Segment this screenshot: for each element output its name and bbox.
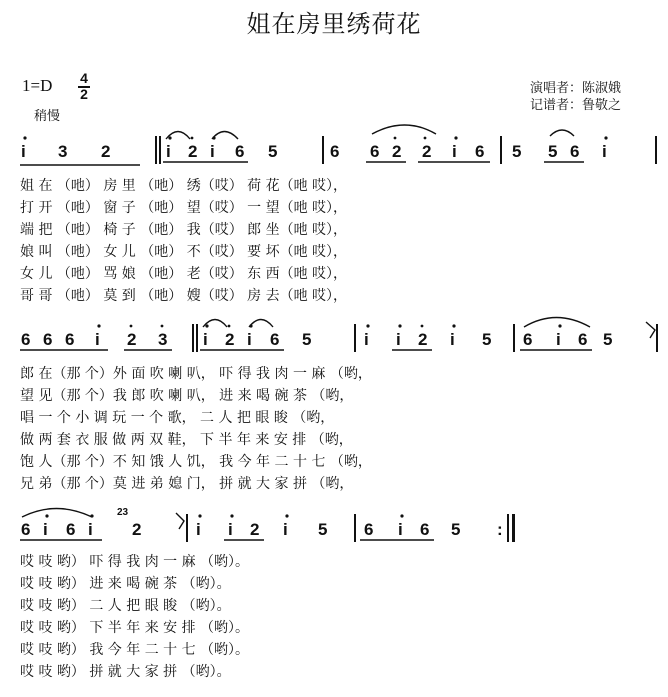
lyric-line: 端 把 （吔） 椅 子 （吔） 我（哎） 郎 坐（吔 哎），	[20, 222, 348, 238]
system-2-notation: 6 6 6 i 2 3 i 2 i 6 5 i i 2 i 5 6 i 6 5	[21, 330, 613, 349]
lyric-line: 姐 在 （吔） 房 里 （吔） 绣（哎） 荷 花（吔 哎），	[20, 178, 348, 194]
lyric-line: 兄 弟（那 个）莫 进 弟 媳 门， 拼 就 大 家 拼 （哟，	[20, 476, 354, 492]
barline	[656, 324, 658, 352]
barline	[159, 136, 161, 164]
lyric-line: 哎 吱 哟） 我 今 年 二 十 七 （哟）。	[20, 642, 250, 658]
lyric-line: 哎 吱 哟） 吓 得 我 肉 一 麻 （哟）。	[20, 554, 250, 570]
lyric-line: 哎 吱 哟） 拼 就 大 家 拼 （哟）。	[20, 664, 231, 680]
lyric-line: 女 儿 （吔） 骂 娘 （吔） 老（哎） 东 西（吔 哎），	[20, 266, 348, 282]
lyric-line: 唱 一 个 小 调 玩 一 个 歌， 二 人 把 眼 睃 （哟，	[20, 410, 335, 426]
barline	[500, 136, 502, 164]
lyric-line: 饱 人（那 个）不 知 饿 人 饥， 我 今 年 二 十 七 （哟，	[20, 454, 372, 470]
lyric-line: 哥 哥 （吔） 莫 到 （吔） 嫂（哎） 房 去（吔 哎），	[20, 288, 348, 304]
lyric-line: 打 开 （吔） 窗 子 （吔） 望（哎） 一 望（吔 哎），	[20, 200, 348, 216]
lyric-line: 哎 吱 哟） 下 半 年 来 安 排 （哟）。	[20, 620, 250, 636]
lyric-line: 娘 叫 （吔） 女 儿 （吔） 不（哎） 要 坏（吔 哎），	[20, 244, 348, 260]
final-barline-thick	[512, 514, 515, 542]
barline	[196, 324, 198, 352]
lyric-line: 做 两 套 衣 服 做 两 双 鞋， 下 半 年 来 安 排 （哟，	[20, 432, 353, 448]
barline	[513, 324, 515, 352]
barline	[155, 136, 157, 164]
barline	[655, 136, 657, 164]
tempo-marking: 稍慢	[34, 109, 61, 124]
barline	[322, 136, 324, 164]
system-1-notation: i 3 2 i 2 i 6 5 6 6 2 2 i 6 5 5 6 i	[21, 142, 607, 161]
barline	[186, 514, 188, 542]
time-signature-numerator: 4	[80, 70, 88, 86]
transcriber-credit: 记谱者：鲁敬之	[530, 98, 622, 113]
final-barline	[507, 514, 509, 542]
time-signature-denominator: 2	[80, 86, 88, 102]
barline	[192, 324, 194, 352]
key-signature: 1=D	[22, 76, 53, 95]
lyric-line: 哎 吱 哟） 二 人 把 眼 睃 （哟）。	[20, 598, 231, 614]
barline	[354, 514, 356, 542]
singer-credit: 演唱者：陈淑娥	[530, 81, 622, 96]
grace-notes: 23	[117, 507, 129, 518]
system-3-notation: 6 i 6 i 2 i i 2 i 5 6 i 6 5 :	[21, 520, 503, 539]
lyric-line: 哎 吱 哟） 进 来 喝 碗 茶 （哟）。	[20, 576, 231, 592]
song-title: 姐在房里绣荷花	[246, 10, 422, 38]
barline	[354, 324, 356, 352]
lyric-line: 郎 在（那 个）外 面 吹 喇 叭， 吓 得 我 肉 一 麻 （哟，	[20, 366, 372, 382]
lyric-line: 望 见（那 个）我 郎 吹 喇 叭， 进 来 喝 碗 茶 （哟，	[20, 388, 354, 404]
